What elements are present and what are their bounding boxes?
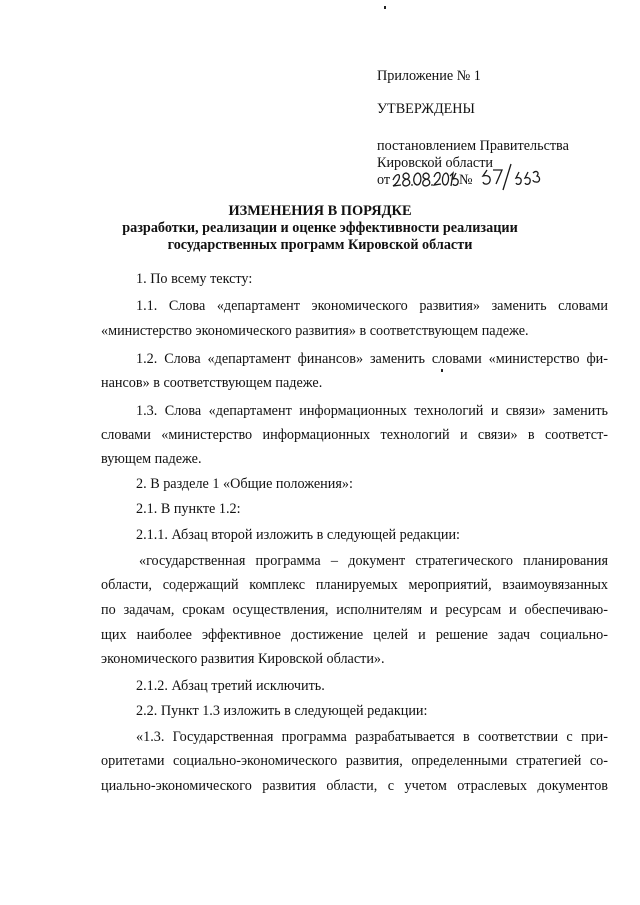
title-line-1: ИЗМЕНЕНИЯ В ПОРЯДКЕ — [228, 203, 412, 219]
resolution-line-1: постановлением Правительства — [377, 138, 569, 154]
title-line-2: разработки, реализации и оценке эффективности реализации — [122, 220, 518, 236]
approved-label: УТВЕРЖДЕНЫ — [377, 101, 475, 117]
number-sign: № — [459, 172, 473, 188]
body-line-2: 1.1. Слова «департамент экономического развития» заменить словами — [136, 298, 608, 314]
body-line-9: 2. В разделе 1 «Общие положения»: — [136, 476, 353, 492]
body-line-15: щих наиболее эффективное достижение целей и решение задач социально- — [101, 627, 608, 643]
body-line-20: оритетами социально-экономического развития, определенными стратегией со- — [101, 753, 608, 769]
body-line-4: 1.2. Слова «департамент финансов» заменить словами «министерство фи- — [136, 351, 608, 367]
body-line-12: «государственная программа – документ стратегического планирования — [139, 553, 608, 569]
body-line-11: 2.1.1. Абзац второй изложить в следующей редакции: — [136, 527, 460, 543]
body-line-5: нансов» в соответствующем падеже. — [101, 375, 323, 391]
scan-speck — [384, 6, 386, 9]
handwritten-date — [391, 164, 459, 190]
body-line-6: 1.3. Слова «департамент информационных технологий и связи» заменить — [136, 403, 608, 419]
body-line-19: «1.3. Государственная программа разрабатывается в соответствии с при- — [136, 729, 608, 745]
scan-speck — [441, 369, 443, 372]
resolution-line-2: Кировской области — [377, 155, 493, 171]
body-line-21: циально-экономического развития области, с учетом отраслевых документов — [101, 778, 608, 794]
body-line-10: 2.1. В пункте 1.2: — [136, 501, 241, 517]
body-line-1: 1. По всему тексту: — [136, 271, 253, 287]
handwritten-number — [479, 160, 541, 192]
appendix-label: Приложение № 1 — [377, 68, 481, 84]
body-line-16: экономического развития Кировской области». — [101, 651, 385, 667]
body-line-7: словами «министерство информационных технологий и связи» в соответст- — [101, 427, 608, 443]
body-line-18: 2.2. Пункт 1.3 изложить в следующей редакции: — [136, 703, 428, 719]
title-line-3: государственных программ Кировской области — [167, 237, 473, 253]
body-line-17: 2.1.2. Абзац третий исключить. — [136, 678, 325, 694]
date-prefix: от — [377, 172, 391, 188]
body-line-3: «министерство экономического развития» в соответствующем падеже. — [101, 323, 529, 339]
body-line-8: вующем падеже. — [101, 451, 202, 467]
body-line-14: по задачам, срокам осуществления, исполнителям и ресурсам и обеспечиваю- — [101, 602, 608, 618]
body-line-13: области, содержащий комплекс планируемых мероприятий, взаимоувязанных — [101, 577, 608, 593]
